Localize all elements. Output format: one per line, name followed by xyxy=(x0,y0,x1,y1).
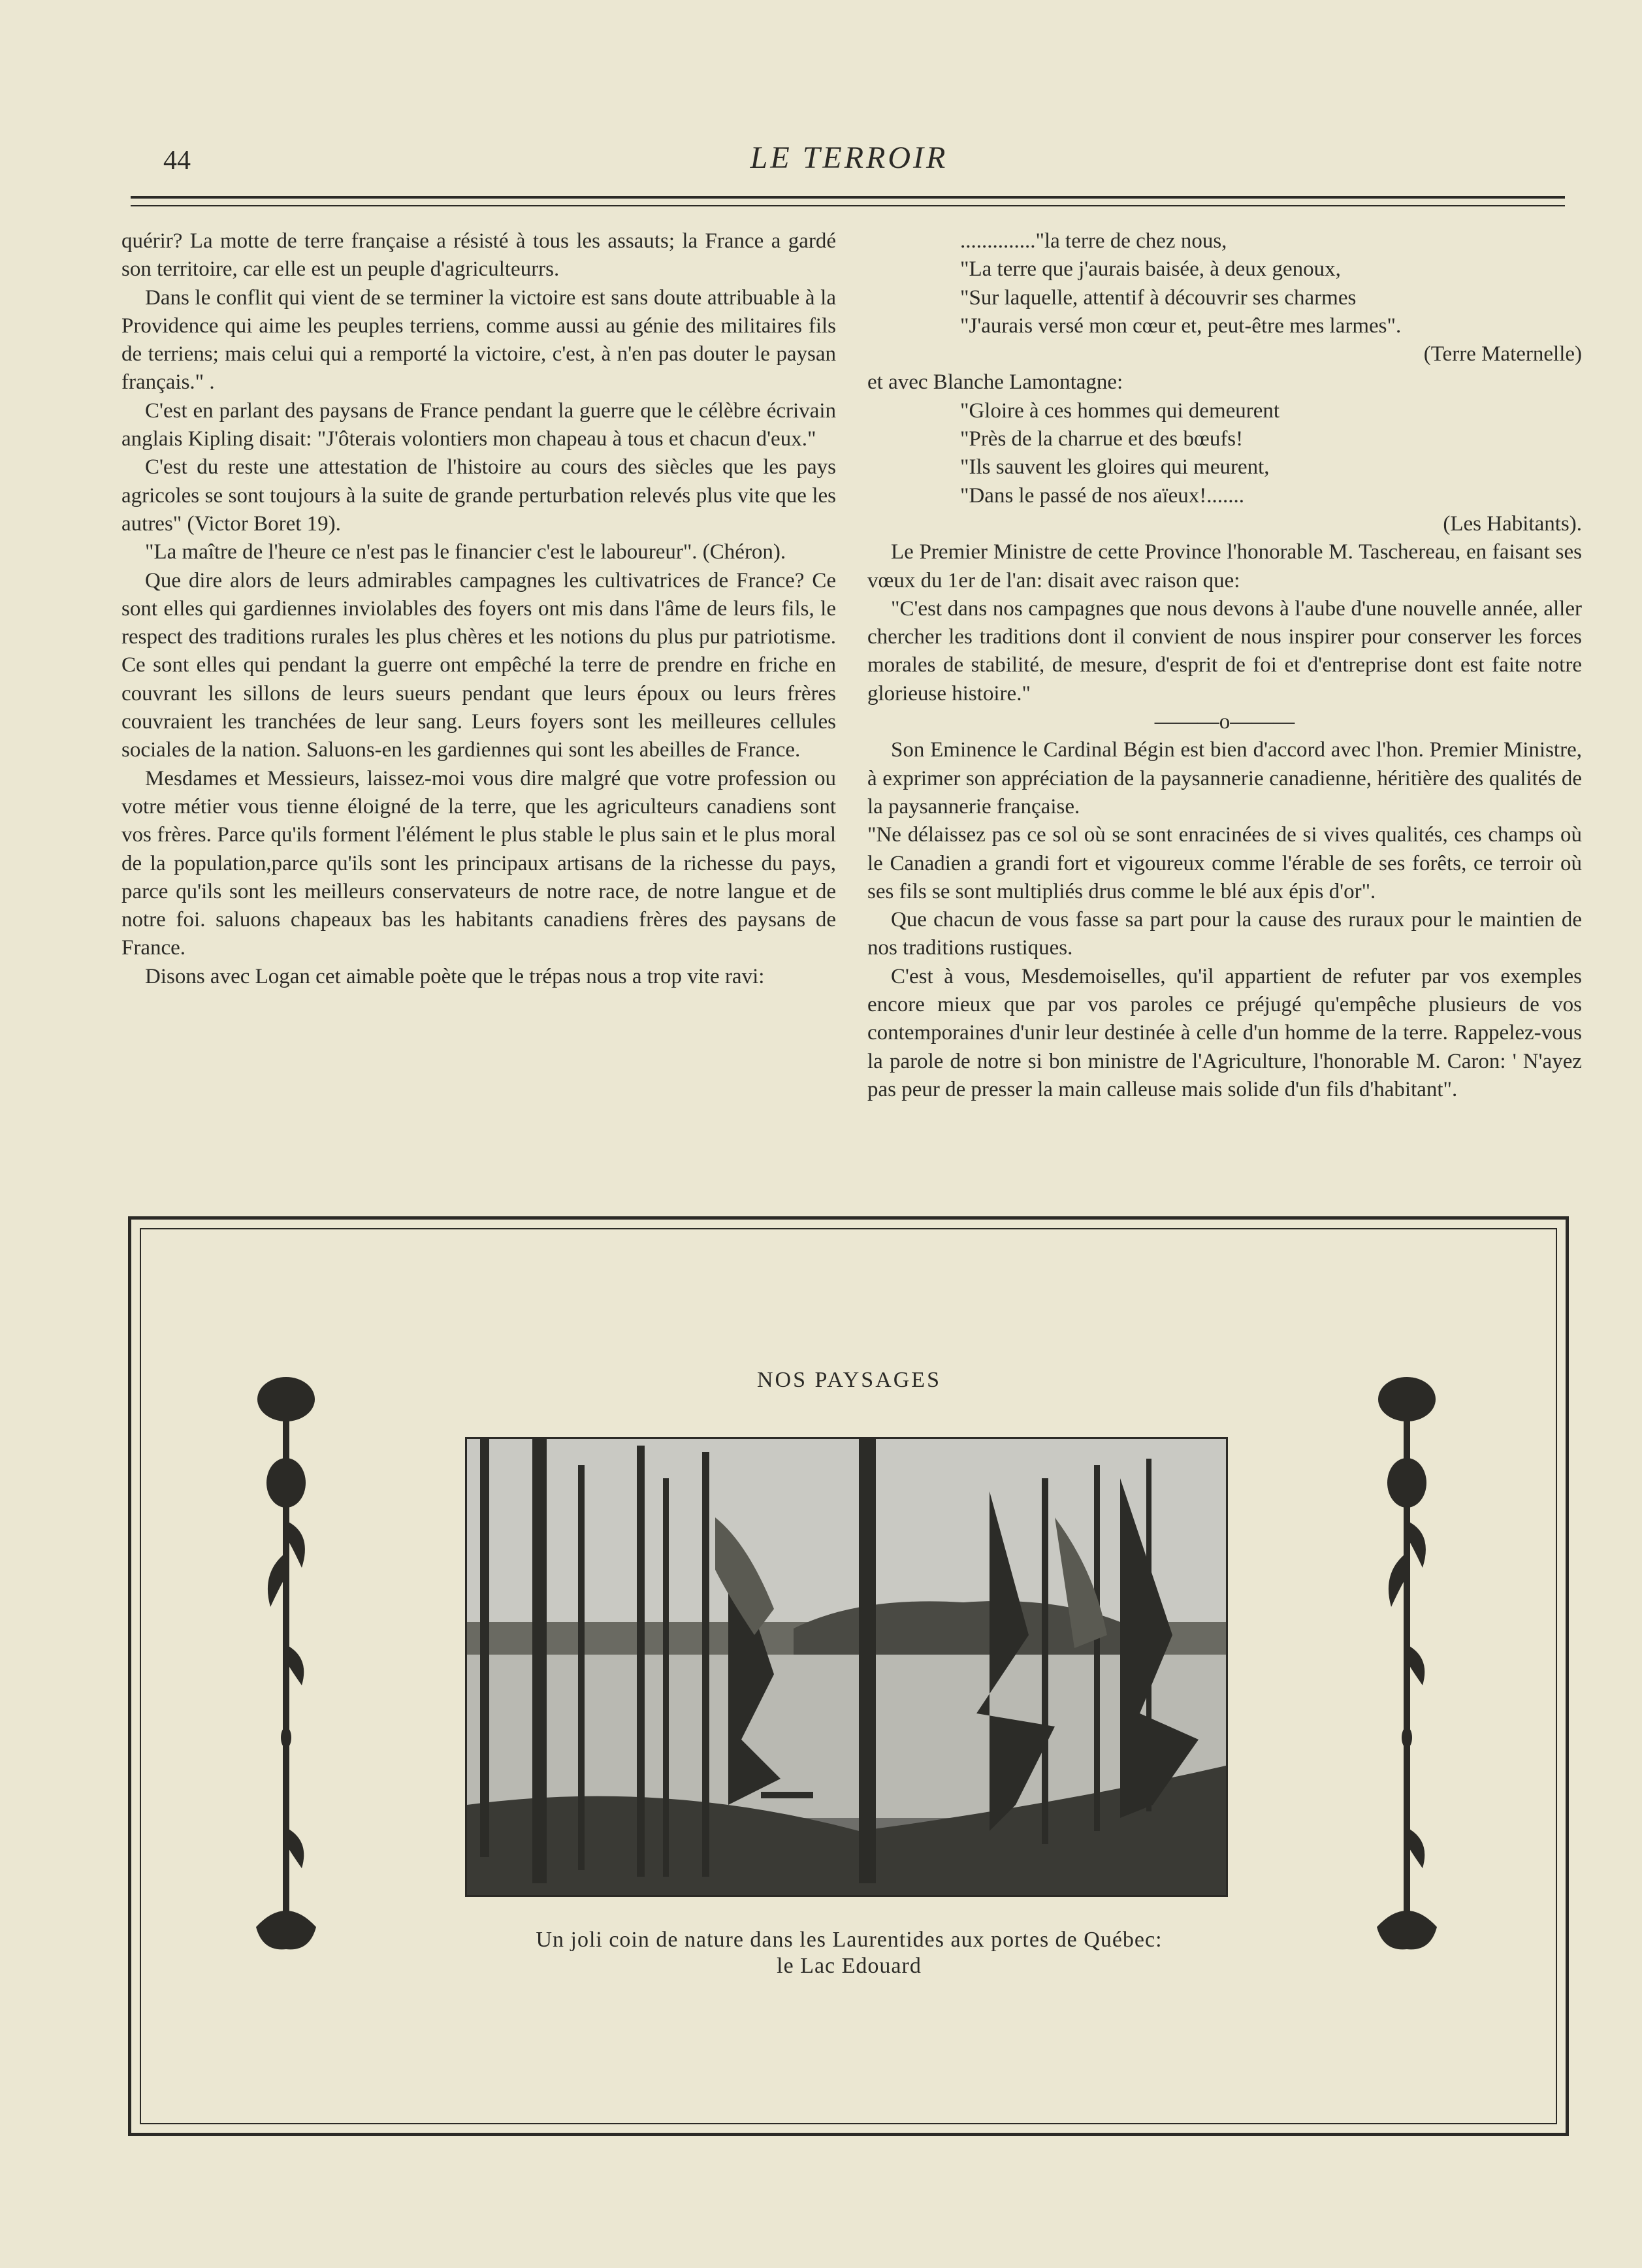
paragraph: "La terre que j'aurais baisée, à deux genoux, xyxy=(960,257,1341,282)
paragraph: Que chacun de vous fasse sa part pour la cause des ruraux pour le maintien de nos traditions rustiques. xyxy=(867,908,1582,960)
paragraph: quérir? La motte de terre française a résisté à tous les assauts; la France a gardé son territoire, car elle est un peuple d'agriculteurrs. xyxy=(121,229,836,282)
paragraph: "Dans le passé de nos aïeux!....... xyxy=(960,483,1245,508)
paragraph: Dans le conflit qui vient de se terminer la victoire est sans doute attribuable à la Providence qui aime les peuples terriens, comme aussi au génie des militaires fils de terriens; mais celui qui a remporté la victoire, c'est, à n'en pas douter le paysan français." . xyxy=(121,285,836,395)
running-title: LE TERROIR xyxy=(750,140,948,175)
floral-ornament-left xyxy=(247,1359,325,1960)
paragraph: "Près de la charrue et des bœufs! xyxy=(960,427,1244,451)
paragraph: C'est en parlant des paysans de France pendant la guerre que le célèbre écrivain anglais Kipling disait: "J'ôterais volontiers mon chapeau à tous et chacun d'eux." xyxy=(121,398,836,451)
paragraph: Le Premier Ministre de cette Province l'honorable M. Taschereau, en faisant ses vœux du 1er de l'an: disait avec raison que: xyxy=(867,540,1582,592)
paragraph: C'est à vous, Mesdemoiselles, qu'il appartient de refuter par vos exemples encore mieux que par vos paroles ce préjugé qu'empêche plusieurs de vos contemporaines d'unir leur destinée à celle d'un homme de la terre. Rappelez-vous la parole de notre si bon ministre de l'Agriculture, l'honorable M. Caron: ' N'ayez pas peur de presser la main calleuse mais solide d'un fils d'habitant". xyxy=(867,964,1582,1101)
paragraph: "Gloire à ces hommes qui demeurent xyxy=(960,398,1280,423)
paragraph: "La maître de l'heure ce n'est pas le financier c'est le laboureur". (Chéron). xyxy=(145,540,786,564)
paragraph: ———o——— xyxy=(1154,710,1295,734)
photo-caption xyxy=(457,1927,1241,1979)
left-column xyxy=(121,227,836,991)
header-rule-thin xyxy=(131,205,1565,206)
floral-ornament-right xyxy=(1368,1359,1446,1960)
paragraph: "Ils sauvent les gloires qui meurent, xyxy=(960,455,1270,479)
paragraph: Mesdames et Messieurs, laissez-moi vous dire malgré que votre profession ou votre métier vous tienne éloigné de la terre, que les agriculteurs canadiens sont vos frères. Parce qu'ils forment l'élément le plus stable le plus sain et le plus moral de la population,parce qu'ils sont les principaux artisans de la richesse du pays, parce qu'ils sont les meilleurs conservateurs de notre race, de notre langue et de notre foi. saluons chapeaux bas les habitants canadiens frères des paysans de France. xyxy=(121,766,836,960)
paragraph: (Les Habitants). xyxy=(1443,511,1582,536)
page-number: 44 xyxy=(163,146,191,176)
paragraph: Disons avec Logan cet aimable poète que le trépas nous a trop vite ravi: xyxy=(145,964,765,988)
paragraph: "C'est dans nos campagnes que nous devons à l'aube d'une nouvelle année, aller chercher les traditions dont il convient de nous inspirer pour conserver les forces morales de stabilité, de mesure, d'esprit de foi et d'entreprise dont est faite notre glorieuse histoire." xyxy=(867,596,1582,705)
right-column xyxy=(867,227,1582,1104)
paragraph: "Ne délaissez pas ce sol où se sont enracinées de si vives qualités, ces champs où le Canadien a grandi fort et vigoureux comme l'érable de ses forêts, ce terroir où ses fils se sont multipliés drus comme le blé aux épis d'or". xyxy=(867,823,1582,903)
paragraph: "Sur laquelle, attentif à découvrir ses charmes xyxy=(960,285,1357,310)
caption-line-1: Un joli coin de nature dans les Laurentides aux portes de Québec: xyxy=(536,1928,1163,1952)
paragraph: .............."la terre de chez nous, xyxy=(960,229,1227,253)
paragraph: Son Eminence le Cardinal Bégin est bien d'accord avec l'hon. Premier Ministre, à exprimer son appréciation de la paysannerie canadienne, héritière des qualités de la paysannerie française. xyxy=(867,738,1582,818)
paragraph: Que dire alors de leurs admirables campagnes les cultivatrices de France? Ce sont elles qui gardiennes inviolables des foyers ont mis dans l'âme de leurs fils, le respect des traditions rurales les plus chères et les notions du plus pur patriotisme. Ce sont elles qui pendant la guerre ont empêché la terre de prendre en friche en couvrant les sillons de leurs sueurs pendant que leurs époux ou leurs frères couvraient les tranchées de leur sang. Leurs foyers sont les meilleures cellules sociales de la nation. Saluons-en les gardiennes qui sont les abeilles de France. xyxy=(121,568,836,762)
header-rule xyxy=(131,196,1565,199)
paragraph: (Terre Maternelle) xyxy=(1423,342,1582,366)
caption-line-2: le Lac Edouard xyxy=(777,1954,922,1978)
paragraph: C'est du reste une attestation de l'histoire au cours des siècles que les pays agricoles se sont toujours à la suite de grande perturbation relevés plus vite que les autres" (Victor Boret 19). xyxy=(121,455,836,536)
illustration-title: NOS PAYSAGES xyxy=(757,1368,941,1392)
landscape-photo xyxy=(465,1437,1228,1897)
paragraph: et avec Blanche Lamontagne: xyxy=(867,370,1123,395)
paragraph: "J'aurais versé mon cœur et, peut-être mes larmes". xyxy=(960,314,1402,338)
